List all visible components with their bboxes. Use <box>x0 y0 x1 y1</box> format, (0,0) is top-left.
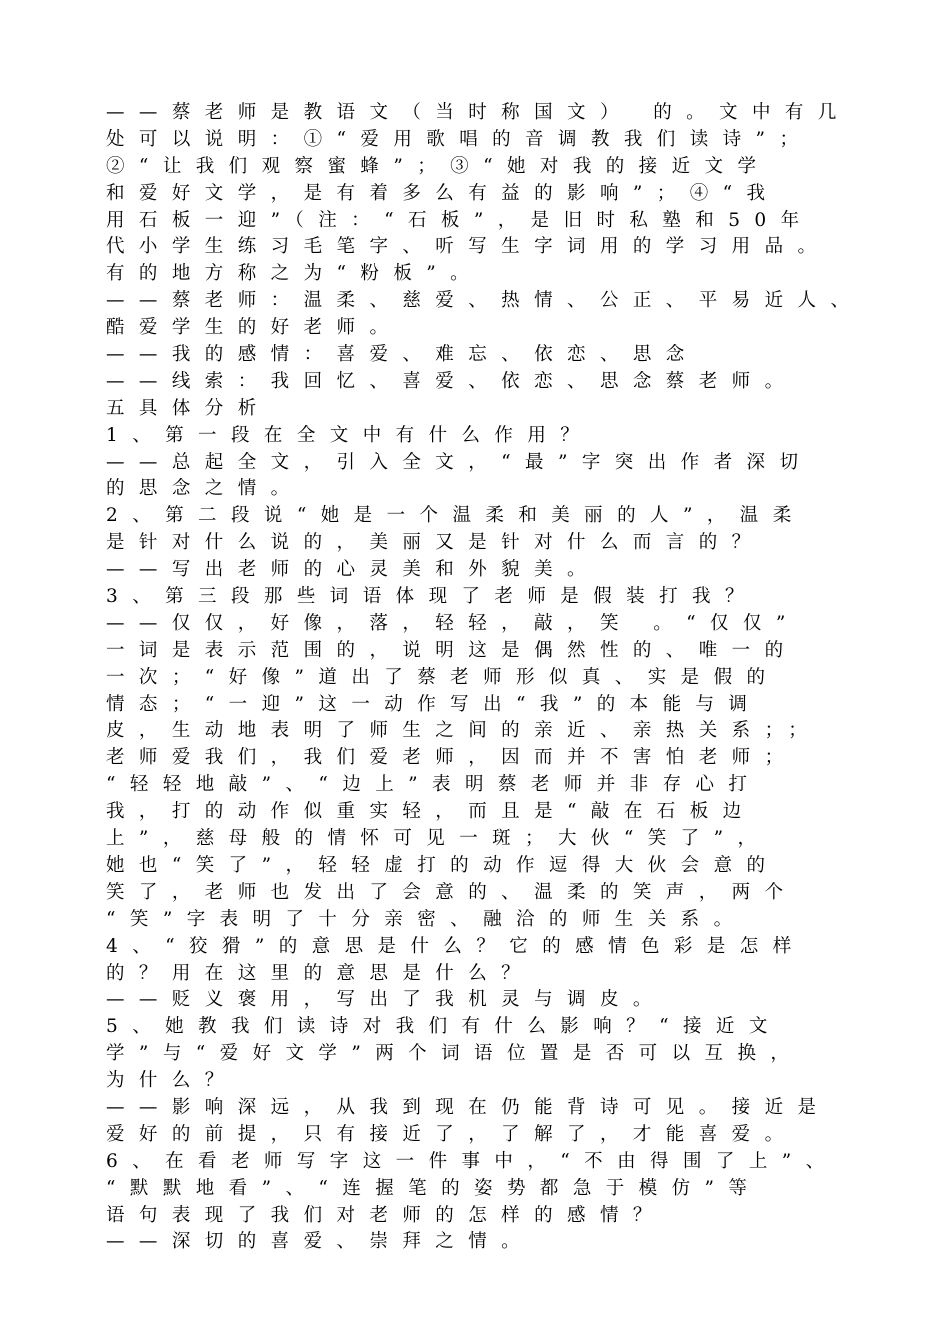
answer-line: “轻轻地敲”、“边上”表明蔡老师并非存心打 <box>106 774 762 796</box>
answer-line: 笑了，老师也发出了会意的、温柔的笑声，两个 <box>106 881 798 903</box>
answer-line: ——总起全文，引入全文，“最”字突出作者深切 <box>106 451 813 473</box>
question-line: 的？用在这里的意思是什么？ <box>106 962 535 984</box>
answer-line: ——深切的喜爱、崇拜之情。 <box>106 1231 535 1253</box>
text-line: 和爱好文学，是有着多么有益的影响”；④“我 <box>106 182 780 204</box>
answer-line: 她也“笑了”，轻轻虚打的动作逗得大伙会意的 <box>106 854 780 876</box>
question-line: 4、“狡猾”的意思是什么？它的感情色彩是怎样 <box>106 935 806 957</box>
text-line: ——蔡老师是教语文（当时称国文） 的。文中有几 <box>106 102 851 123</box>
answer-line: 我，打的动作似重实轻，而且是“敲在石板边 <box>106 801 756 823</box>
question-line: 语句表现了我们对老师的怎样的感情？ <box>106 1204 666 1226</box>
answer-line: “笑”字表明了十分亲密、融洽的师生关系。 <box>106 908 747 930</box>
answer-line: 一次；“好像”道出了蔡老师形似真、实是假的 <box>106 666 780 688</box>
text-line: ——我的感情：喜爱、难忘、依恋、思念 <box>106 344 699 366</box>
question-line: “默默地看”、“连握笔的姿势都急于模仿”等 <box>106 1177 762 1199</box>
answer-line: 情态；“一迎”这一动作写出“我”的本能与调 <box>106 693 762 715</box>
answer-line: 爱好的前提，只有接近了，了解了，才能喜爱。 <box>106 1123 798 1145</box>
text-line: 处可以说明：①“爱用歌唱的音调教我们读诗”； <box>106 128 813 150</box>
question-line: 5、她教我们读诗对我们有什么影响？“接近文 <box>106 1016 782 1038</box>
question-line: 学”与“爱好文学”两个词语位置是否可以互换， <box>106 1043 804 1065</box>
answer-line: ——仅仅，好像，落，轻轻，敲，笑 。“仅仅” <box>106 612 800 634</box>
answer-line: ——写出老师的心灵美和外貌美。 <box>106 559 600 581</box>
answer-line: 的思念之情。 <box>106 478 304 500</box>
answer-line: ——影响深远，从我到现在仍能背诗可见。接近是 <box>106 1096 831 1118</box>
text-line: 有的地方称之为“粉板”。 <box>106 263 484 285</box>
answer-line: ——贬义褒用，写出了我机灵与调皮。 <box>106 989 666 1011</box>
body-text <box>106 100 866 1256</box>
question-line: 为什么？ <box>106 1070 238 1092</box>
question-line: 1、第一段在全文中有什么作用？ <box>106 424 594 446</box>
question-line: 3、第三段那些词语体现了老师是假装打我？ <box>106 586 758 608</box>
text-line: 酷爱学生的好老师。 <box>106 317 403 339</box>
answer-line: 老师爱我们，我们爱老师，因而并不害怕老师； <box>106 747 798 769</box>
answer-line: 一词是表示范围的，说明这是偶然性的、唯一的 <box>106 639 798 661</box>
text-line: ——线索：我回忆、喜爱、依恋、思念蔡老师。 <box>106 370 798 392</box>
answer-line: 上”，慈母般的情怀可见一斑；大伙“笑了”， <box>106 828 771 850</box>
text-line: ——蔡老师：温柔、慈爱、热情、公正、平易近人、 <box>106 290 864 312</box>
answer-line: 皮，生动地表明了师生之间的亲近、亲热关系；； <box>106 720 822 742</box>
question-line: 2、第二段说“她是一个温柔和美丽的人”，温柔 <box>106 505 806 527</box>
question-line: 是针对什么说的，美丽又是针对什么而言的？ <box>106 532 765 554</box>
question-line: 6、在看老师写字这一件事中，“不由得围了上”、 <box>106 1150 839 1172</box>
text-line: ②“让我们观察蜜蜂”；③“她对我的接近文学 <box>106 155 771 177</box>
text-line: 用石板一迎”（注：“石板”，是旧时私塾和50年 <box>106 209 814 231</box>
section-heading: 五具体分析 <box>106 397 271 419</box>
text-line: 代小学生练习毛笔字、听写生字词用的学习用品。 <box>106 236 831 258</box>
